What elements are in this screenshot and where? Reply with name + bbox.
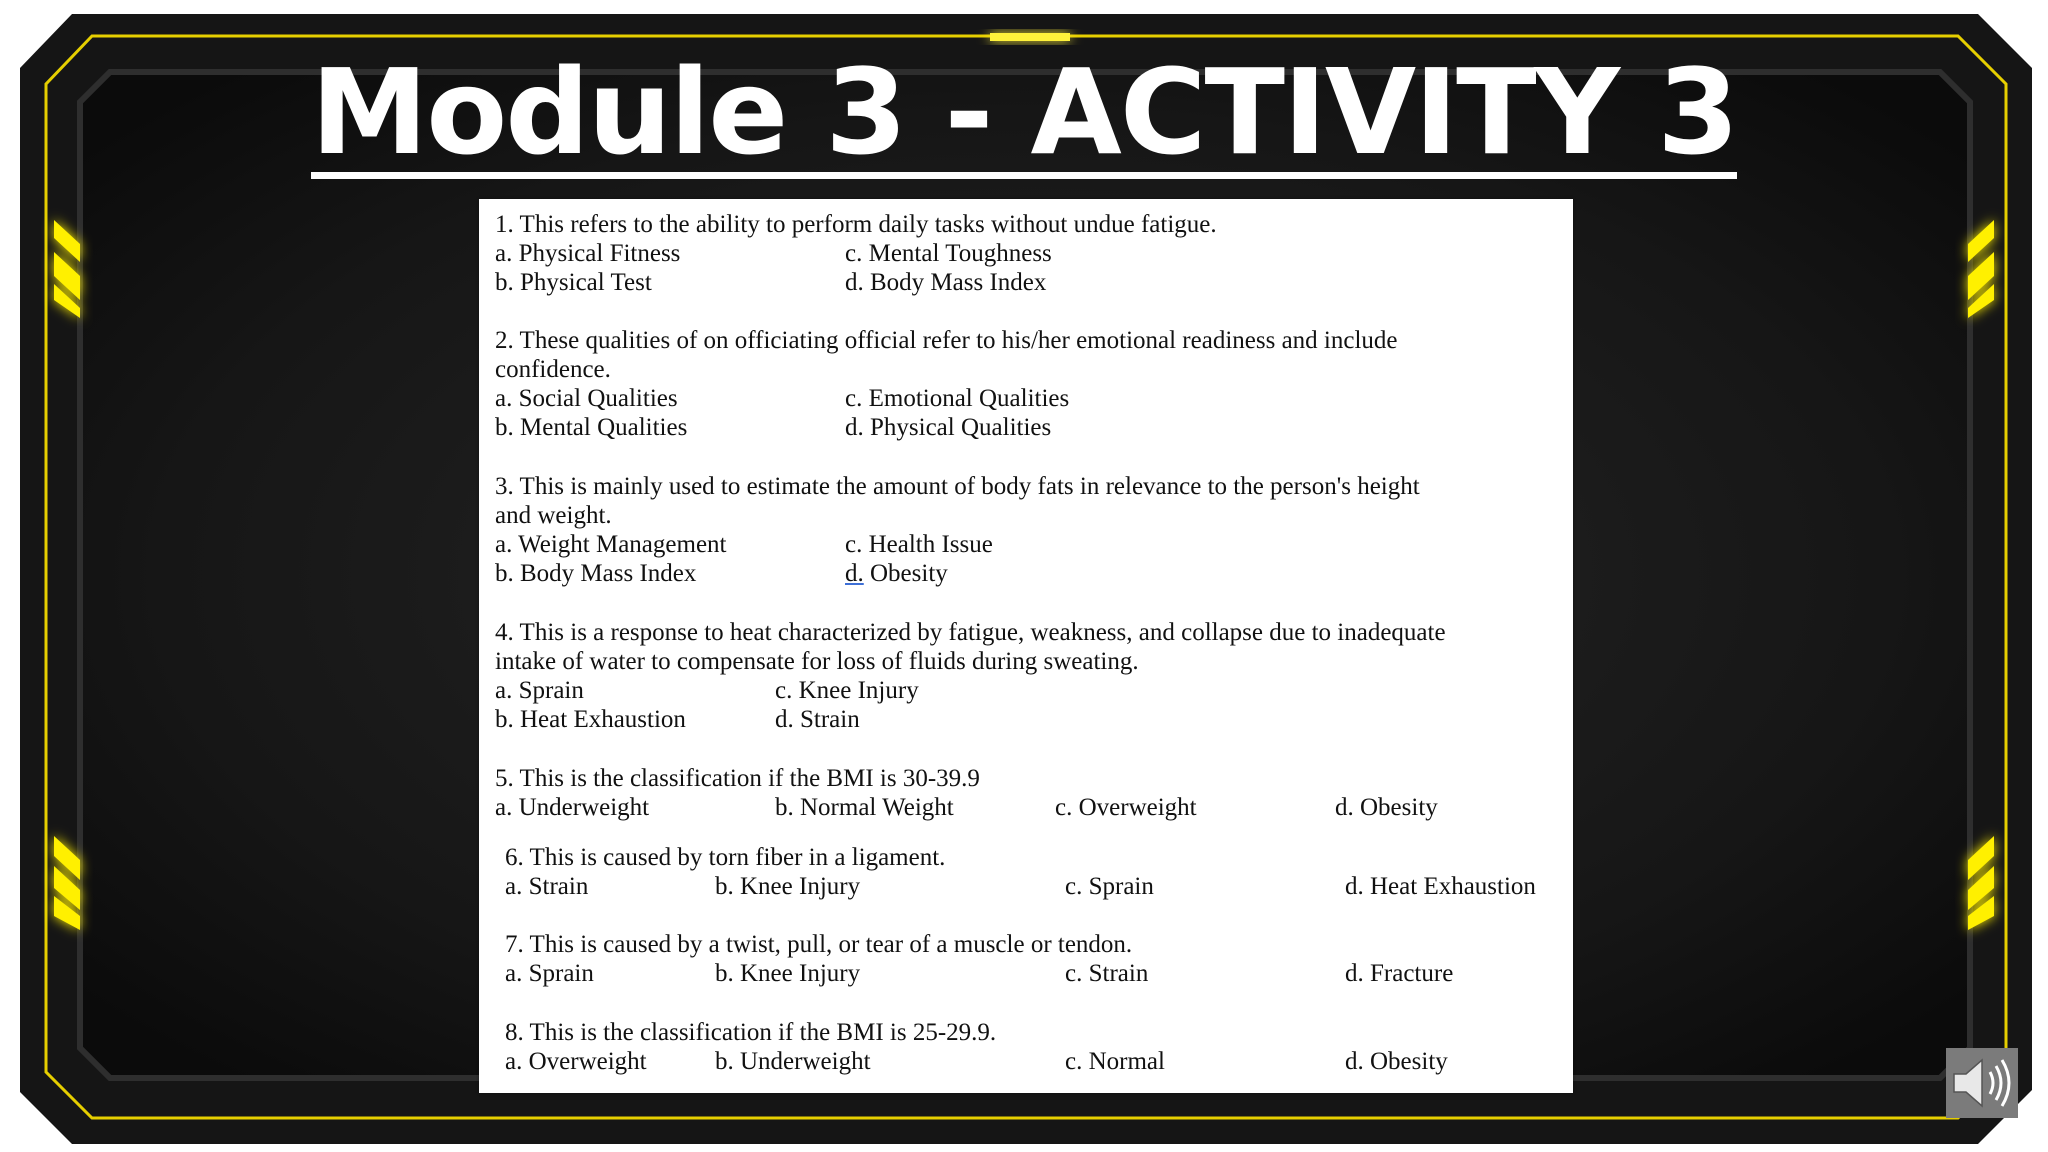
frame-top-glow xyxy=(990,33,1070,41)
q7-choice-a: a. Sprain xyxy=(505,960,594,987)
q7-choice-c: c. Strain xyxy=(1065,960,1149,987)
audio-button[interactable] xyxy=(1946,1048,2018,1118)
q7-stem: 7. This is caused by a twist, pull, or tear of a muscle or tendon. xyxy=(505,931,1133,958)
speaker-icon xyxy=(1946,1048,2018,1118)
q4-choice-d: d. Strain xyxy=(775,706,860,733)
q3-choice-d-text: Obesity xyxy=(863,560,948,587)
q8-choice-b: b. Underweight xyxy=(715,1048,871,1075)
q6-stem: 6. This is caused by torn fiber in a ligament. xyxy=(505,844,946,871)
q5-choice-c: c. Overweight xyxy=(1055,794,1197,821)
q6-choice-b: b. Knee Injury xyxy=(715,873,861,900)
q5-choice-b: b. Normal Weight xyxy=(775,794,954,821)
q1-choice-a: a. Physical Fitness xyxy=(495,240,681,267)
q3-choice-b: b. Body Mass Index xyxy=(495,560,697,587)
q5-stem: 5. This is the classification if the BMI is 30-39.9 xyxy=(495,765,980,792)
q4-stem-line1: 4. This is a response to heat characterized by fatigue, weakness, and collapse due to inadequate xyxy=(495,619,1446,646)
q3-choice-d xyxy=(845,559,948,588)
q3-choice-c: c. Health Issue xyxy=(845,531,993,558)
q2-stem-line1: 2. These qualities of on officiating official refer to his/her emotional readiness and include xyxy=(495,327,1398,354)
quiz-document xyxy=(479,199,1573,1093)
q3-choice-d-letter: d. xyxy=(845,560,864,587)
q7-choice-b: b. Knee Injury xyxy=(715,960,861,987)
q2-choice-b: b. Mental Qualities xyxy=(495,414,688,441)
q6-choice-a: a. Strain xyxy=(505,873,589,900)
q8-choice-c: c. Normal xyxy=(1065,1048,1165,1075)
q4-choice-c: c. Knee Injury xyxy=(775,677,919,704)
q1-choice-c: c. Mental Toughness xyxy=(845,240,1052,267)
q1-choice-b: b. Physical Test xyxy=(495,269,652,296)
q2-stem-line2: confidence. xyxy=(495,356,611,383)
q7-choice-d: d. Fracture xyxy=(1345,960,1454,987)
q8-choice-a: a. Overweight xyxy=(505,1048,647,1075)
slide-title xyxy=(0,43,2048,181)
q5-choice-a: a. Underweight xyxy=(495,794,650,821)
q4-choice-b: b. Heat Exhaustion xyxy=(495,706,686,733)
q4-stem-line2: intake of water to compensate for loss of fluids during sweating. xyxy=(495,648,1139,675)
q2-choice-c: c. Emotional Qualities xyxy=(845,385,1070,412)
q3-stem-line1: 3. This is mainly used to estimate the amount of body fats in relevance to the person's height xyxy=(495,473,1420,500)
q2-choice-a: a. Social Qualities xyxy=(495,385,678,412)
q6-choice-c: c. Sprain xyxy=(1065,873,1154,900)
q1-choice-d: d. Body Mass Index xyxy=(845,269,1047,296)
q3-choice-a: a. Weight Management xyxy=(495,531,727,558)
q1-stem: 1. This refers to the ability to perform daily tasks without undue fatigue. xyxy=(495,211,1217,238)
q6-choice-d: d. Heat Exhaustion xyxy=(1345,873,1536,900)
q2-choice-d: d. Physical Qualities xyxy=(845,414,1052,441)
q8-stem: 8. This is the classification if the BMI is 25-29.9. xyxy=(505,1019,997,1046)
q4-choice-a: a. Sprain xyxy=(495,677,584,704)
q3-stem-line2: and weight. xyxy=(495,502,612,529)
slide-title-text: Module 3 - ACTIVITY 3 xyxy=(310,43,1738,181)
q5-choice-d: d. Obesity xyxy=(1335,794,1438,821)
q8-choice-d: d. Obesity xyxy=(1345,1048,1448,1075)
